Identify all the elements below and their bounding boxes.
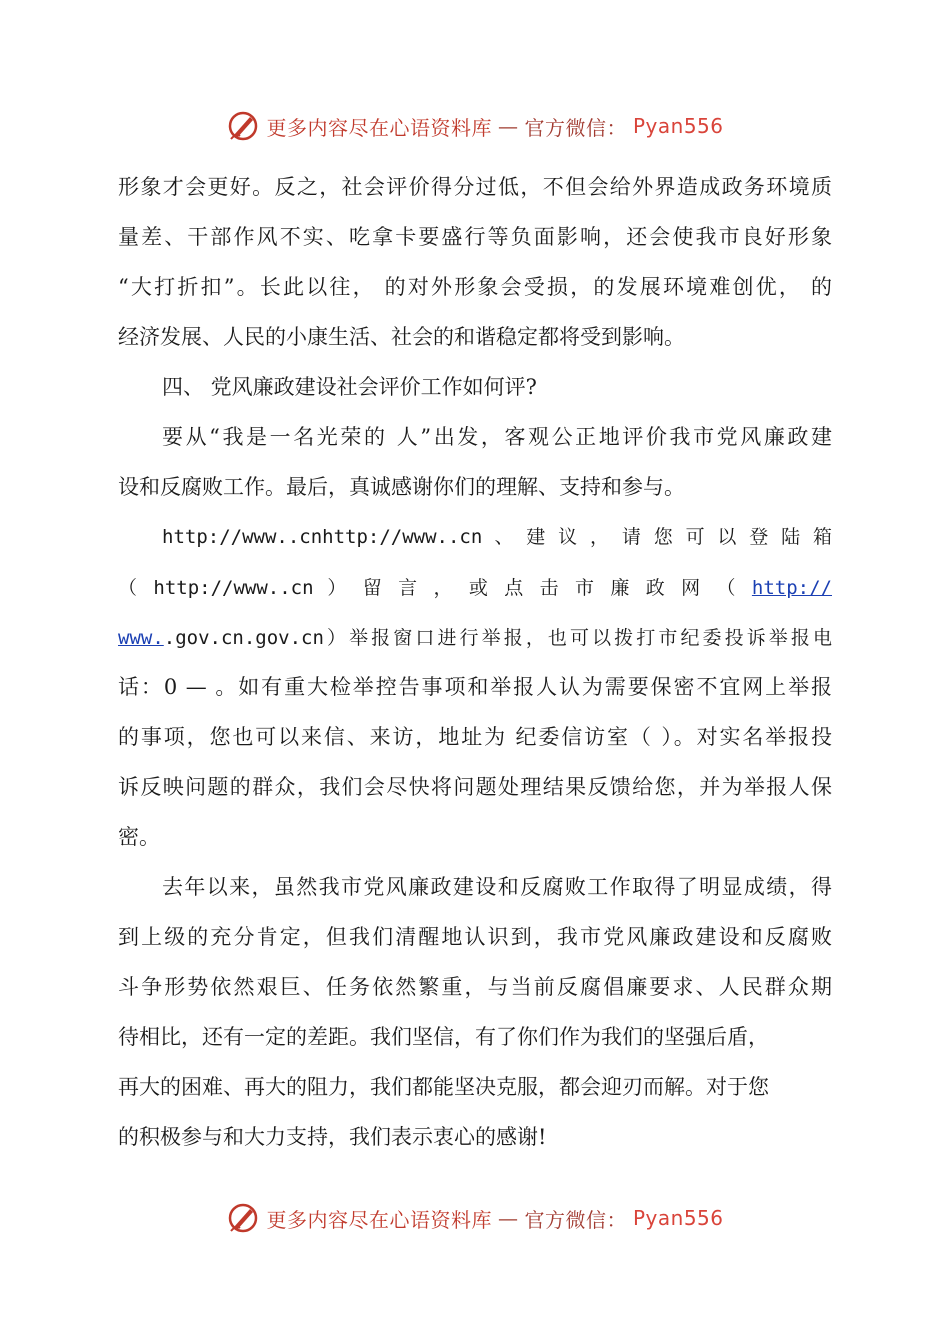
text-segment: （ http://www..cn ） 留 言 ， 或 点 击 市 廉 政 网 （ [118,577,752,599]
banner-wechat-label: 官方微信： [524,115,627,140]
text-line: http://www..cnhttp://www..cn 、 建 议 ， 请 您 可 以 登 陆 箱 [162,526,832,548]
banner-text: 更多内容尽在心语资料库 [266,1207,492,1232]
url-link[interactable]: http:// [751,577,832,599]
text-line: 去年以来，虽然我市党风廉政建设和反腐败工作取得了明显成绩，得 [162,875,832,899]
url-link[interactable]: www. [118,627,164,649]
footer-banner [0,1198,950,1238]
text-segment: .gov.cn.gov.cn）举报窗口进行举报，也可以拨打市纪委投诉举报电 [163,627,832,649]
banner-wechat-label: 官方微信： [524,1207,627,1232]
banner-separator: — [497,1206,519,1230]
text-line: 斗争形势依然艰巨、任务依然繁重，与当前反腐倡廉要求、人民群众期 [118,975,832,999]
text-line: 话：0 — 。如有重大检举控告事项和举报人认为需要保密不宜网上举报 [118,675,832,699]
text-line [118,612,832,662]
text-line: 经济发展、人民的小康生活、社会的和谐稳定都将受到影响。 [118,325,685,349]
header-banner [0,106,950,146]
text-line: 设和反腐败工作。最后，真诚感谢你们的理解、支持和参与。 [118,475,685,499]
text-line: 再大的困难、再大的阻力，我们都能坚决克服，都会迎刃而解。对于您 [118,1075,769,1099]
text-line: 待相比，还有一定的差距。我们坚信，有了你们作为我们的坚强后盾， [118,1025,769,1049]
pen-logo-icon [226,1201,260,1235]
text-line: 形象才会更好。反之，社会评价得分过低，不但会给外界造成政务环境质 [118,175,832,199]
text-line: 的事项，您也可以来信、来访，地址为 纪委信访室（ ）。对实名举报投 [118,725,832,749]
text-line: 到上级的充分肯定，但我们清醒地认识到，我市党风廉政建设和反腐败 [118,925,832,949]
text-line: 要从“我是一名光荣的 人”出发，客观公正地评价我市党风廉政建 [162,425,832,449]
text-line: “大打折扣”。长此以往， 的对外形象会受损，的发展环境难创优， 的 [118,275,832,299]
pen-logo-icon [226,109,260,143]
text-line: 密。 [118,825,160,849]
banner-wechat-id: Pyan556 [632,114,724,138]
text-line: 诉反映问题的群众，我们会尽快将问题处理结果反馈给您，并为举报人保 [118,775,832,799]
section-heading: 四、 党风廉政建设社会评价工作如何评? [162,375,537,399]
text-line: 的积极参与和大力支持，我们表示衷心的感谢! [118,1125,547,1149]
document-body [118,162,832,1162]
banner-wechat-id: Pyan556 [632,1206,724,1230]
text-line [118,562,832,612]
banner-text: 更多内容尽在心语资料库 [266,115,492,140]
banner-separator: — [497,114,519,138]
text-line: 量差、干部作风不实、吃拿卡要盛行等负面影响，还会使我市良好形象 [118,225,832,249]
